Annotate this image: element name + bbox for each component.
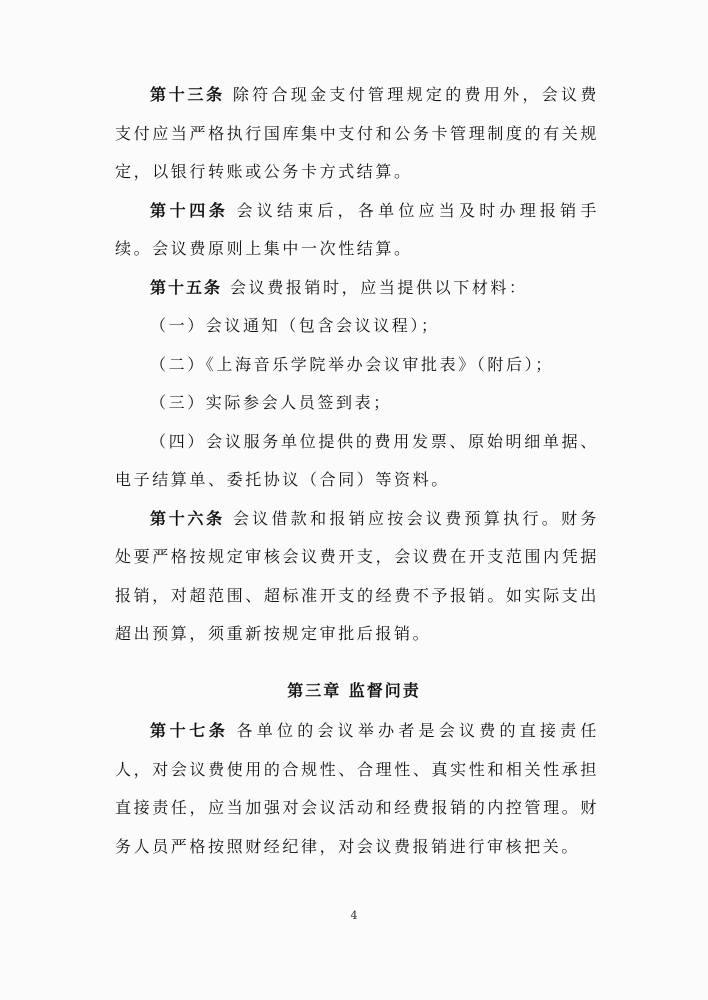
article-text: 会议费报销时，应当提供以下材料： (230, 277, 528, 297)
list-item: （四）会议服务单位提供的费用发票、原始明细单据、电子结算单、委托协议（合同）等资料。 (115, 431, 599, 489)
list-item: （三）实际参会人员签到表； (150, 393, 392, 412)
article-text: 除符合现金支付管理规定的费用外，会议费支付应当严格执行国库集中支付和公务卡管理制度的有关规定，以银行转账或公务卡方式结算。 (115, 85, 599, 181)
article-text: 会议借款和报销应按会议费预算执行。财务处要严格按规定审核会议费开支，会议费在开支范围内凭据报销，对超范围、超标准开支的经费不予报销。如实际支出超出预算，须重新按规定审批后报销。 (115, 508, 599, 643)
article-paragraph (115, 500, 599, 654)
chapter-heading: 第三章 监督问责 (287, 681, 421, 700)
document-body-lower (115, 712, 599, 866)
article-number: 第十七条 (150, 721, 229, 740)
page-number: 4 (350, 909, 358, 922)
article-text: 各单位的会议举办者是会议费的直接责任人，对会议费使用的合规性、合理性、真实性和相关性承担直接责任，应当加强对会议活动和经费报销的内控管理。财务人员严格按照财经纪律，对会议费报销进行审核把关。 (115, 721, 599, 856)
article-paragraph (115, 712, 599, 866)
article-number: 第十五条 (150, 277, 223, 297)
list-item: （二）《上海音乐学院举办会议审批表》（附后）； (150, 354, 554, 374)
article-paragraph (115, 76, 599, 192)
article-paragraph (115, 192, 599, 269)
article-number: 第十三条 (150, 85, 225, 104)
article-paragraph (115, 269, 599, 308)
article-text: 会议结束后，各单位应当及时办理报销手续。会议费原则上集中一次性结算。 (115, 200, 599, 258)
article-number: 第十六条 (150, 508, 225, 528)
article-number: 第十四条 (150, 200, 229, 220)
list-item: （一）会议通知（包含会议议程）； (150, 316, 440, 335)
document-body-upper (115, 76, 599, 654)
